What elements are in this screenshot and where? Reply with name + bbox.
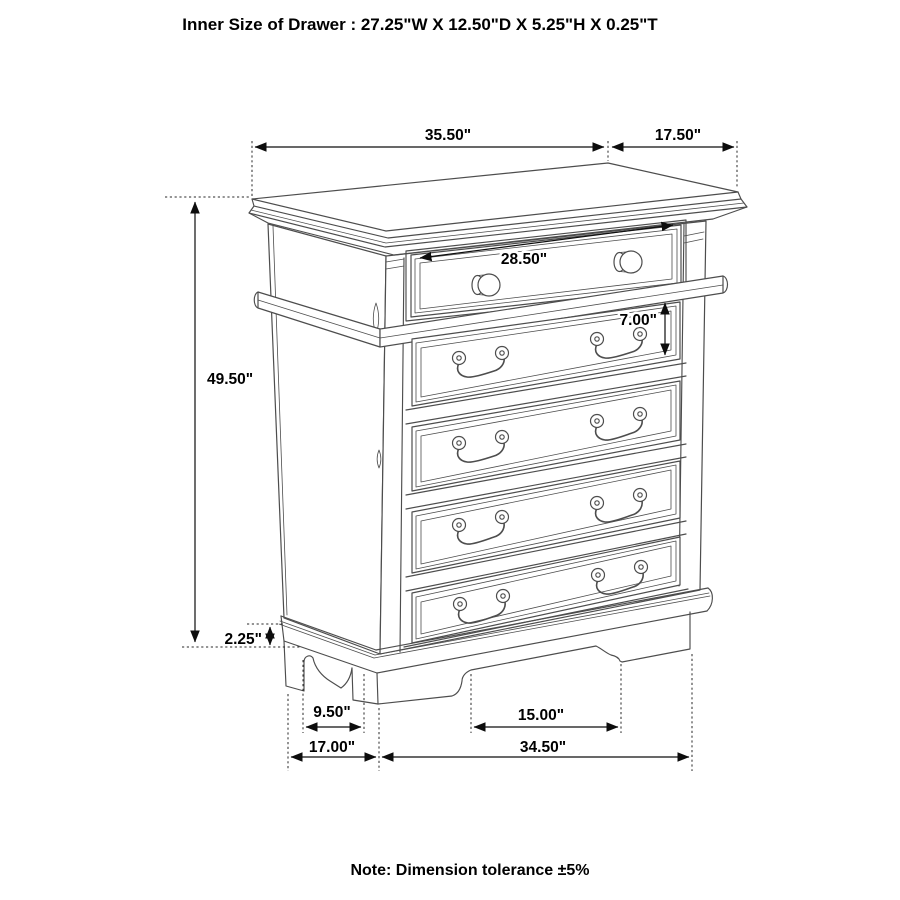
dim-label-front-feet-spacing: 15.00"	[517, 707, 565, 724]
dim-top-depth	[612, 127, 734, 147]
dim-side-feet-spacing	[306, 704, 361, 727]
footer-note: Note: Dimension tolerance ±5%	[350, 862, 590, 879]
dim-label-side-feet-spacing: 9.50"	[313, 704, 351, 721]
dim-overall-height	[195, 202, 253, 642]
dim-label-top-width: 35.50"	[424, 127, 472, 144]
dim-label-overall-height: 49.50"	[207, 371, 254, 388]
dim-label-overall-depth: 17.00"	[308, 739, 356, 756]
dim-top-width	[255, 127, 604, 147]
drawer-knob	[614, 251, 642, 273]
left-side-panel	[268, 224, 386, 654]
dim-label-base-molding-height: 2.25"	[224, 631, 262, 648]
dim-front-base-width	[382, 739, 689, 757]
dim-label-front-base-width: 34.50"	[519, 739, 567, 756]
chest-drawing	[249, 163, 747, 704]
dim-label-drawer-front-height: 7.00"	[619, 312, 657, 329]
dim-front-feet-spacing	[474, 707, 618, 727]
drawer-knob	[472, 274, 500, 296]
page-title: Inner Size of Drawer : 27.25"W X 12.50"D X 5.25"H X 0.25"T	[182, 15, 658, 34]
dim-label-top-depth: 17.50"	[654, 127, 702, 144]
dim-label-drawer-opening-width: 28.50"	[500, 251, 548, 268]
dim-overall-depth	[291, 739, 376, 757]
dim-base-molding-height	[224, 627, 270, 648]
